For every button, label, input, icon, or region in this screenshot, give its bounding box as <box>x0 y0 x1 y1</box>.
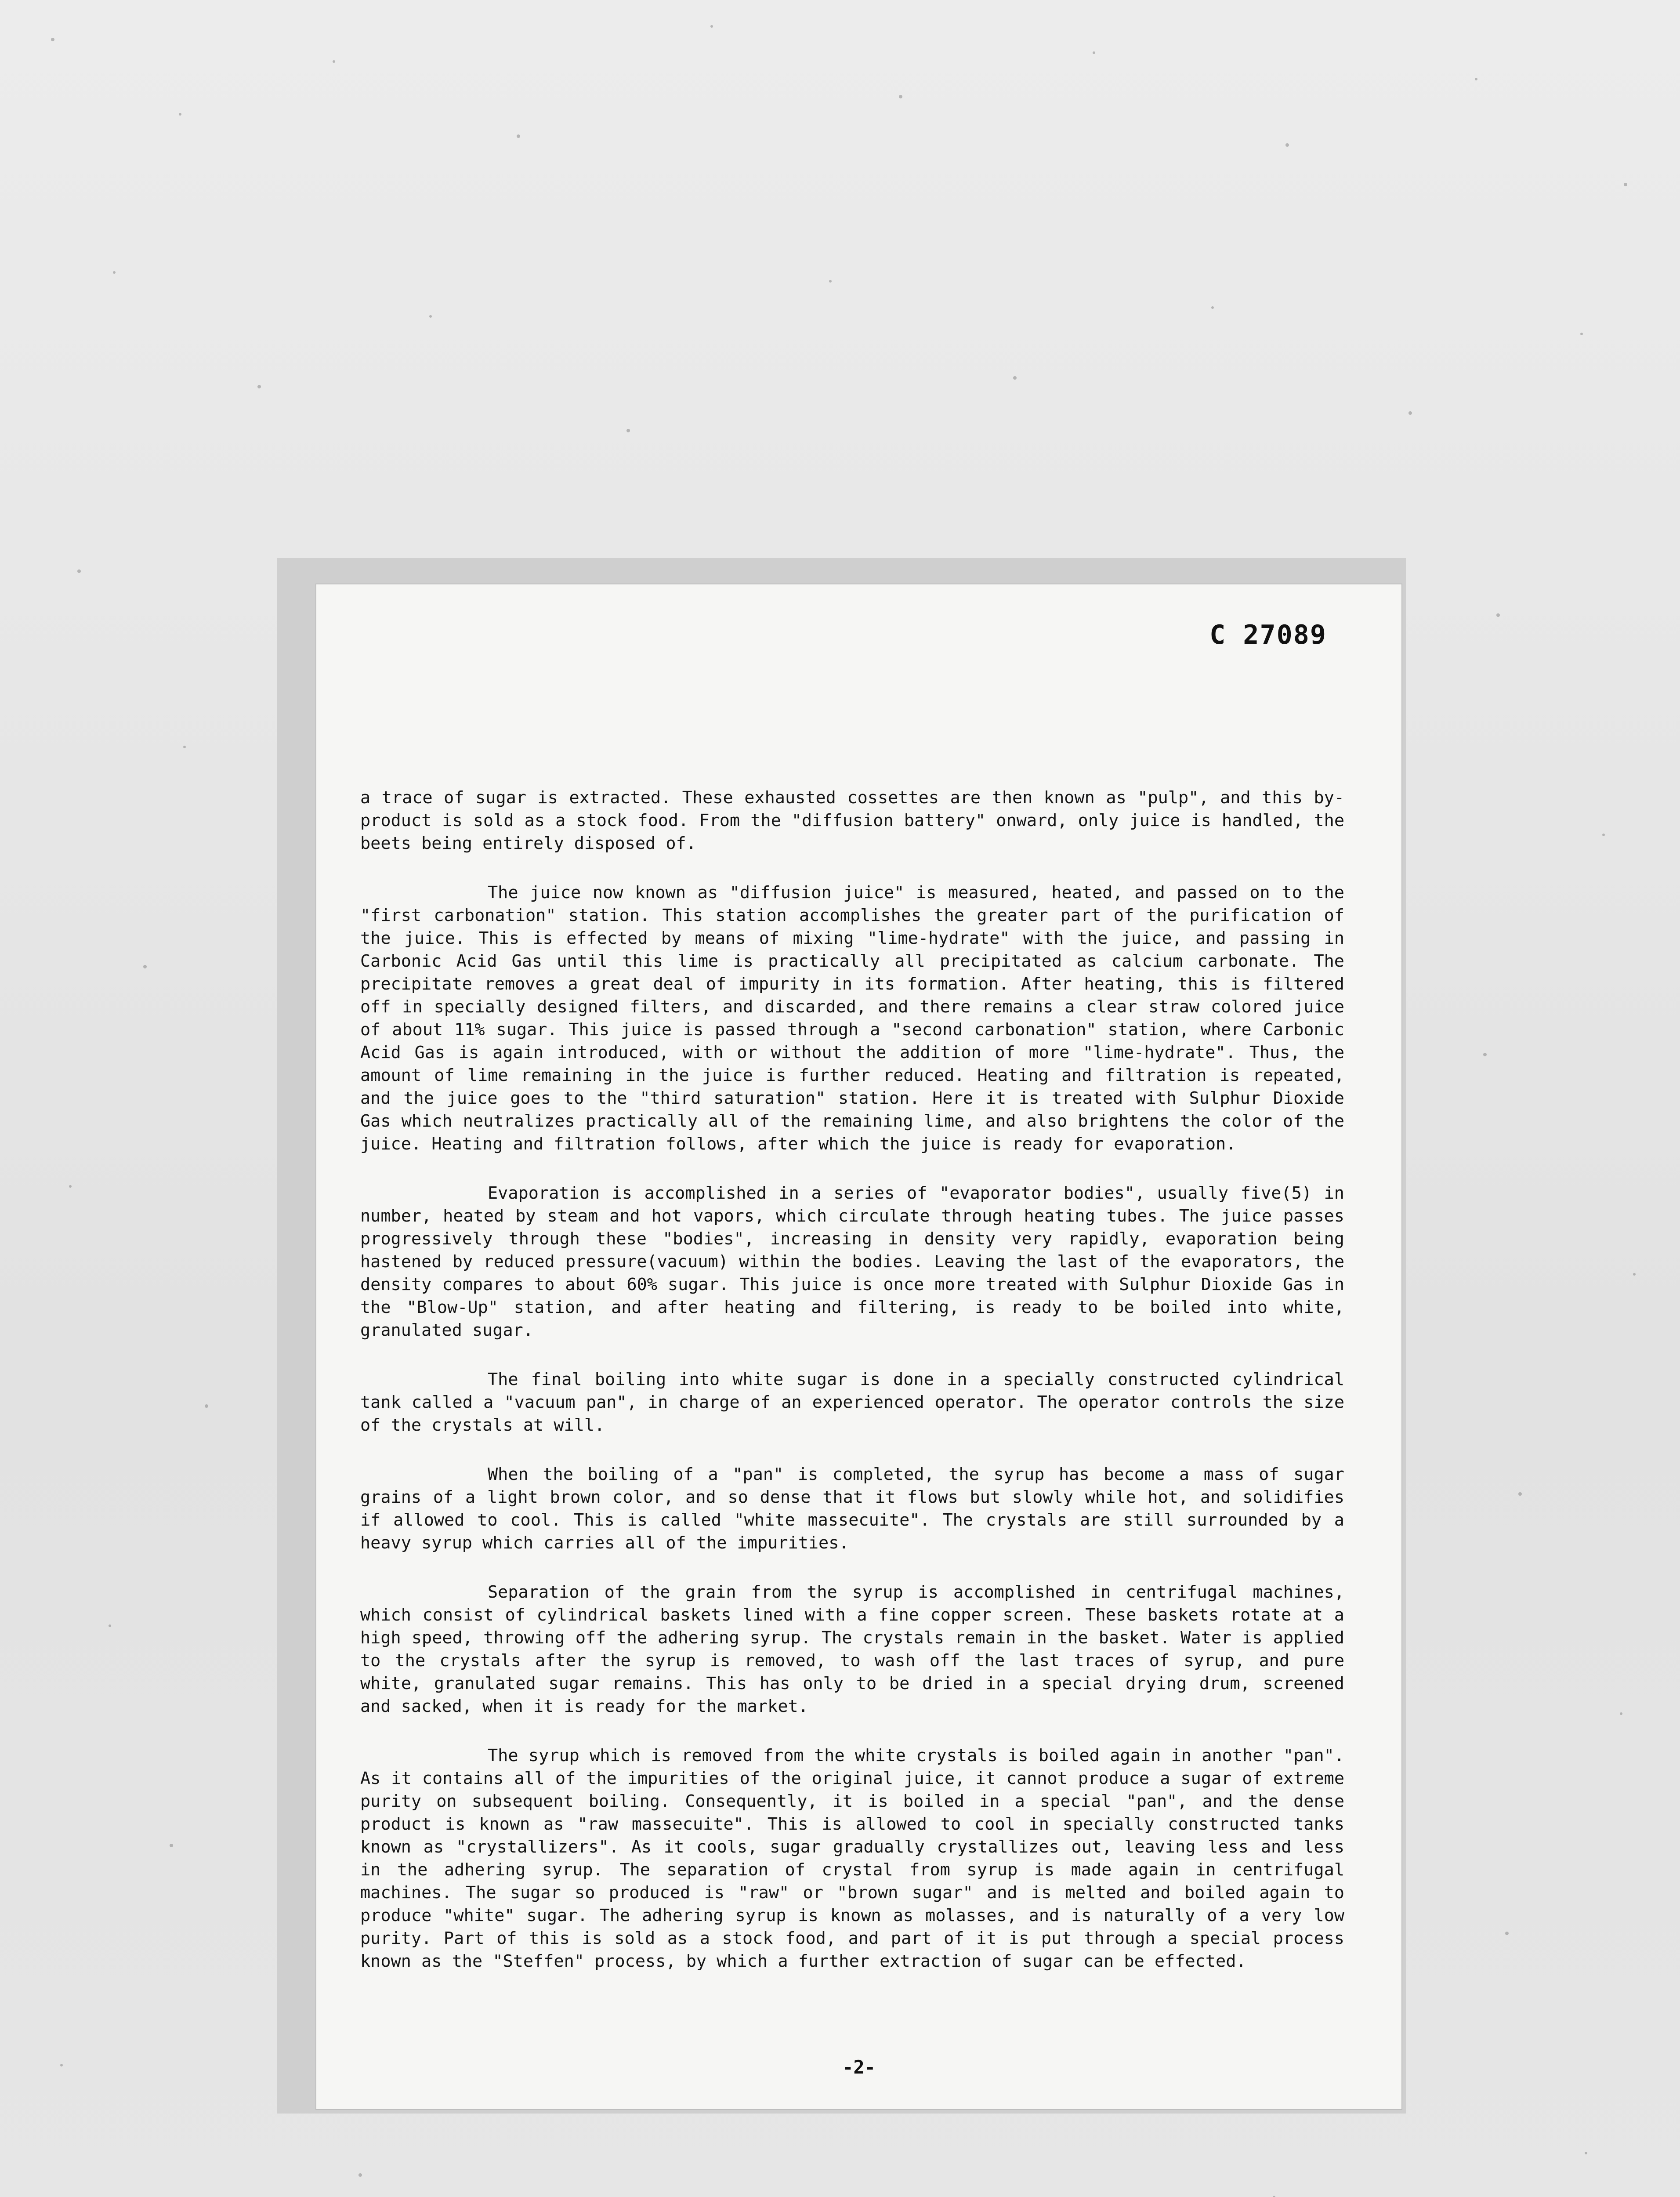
paragraph-molasses: The syrup which is removed from the white crystals is boiled again in another "pan". As it contains all of the impurities of the original juice, it cannot produce a sugar of extreme purity on subsequent boiling. Consequently, it is boiled in a special "pan", and the dense product is known as "raw massecuite". This is allowed to cool in specially constructed tanks known as "crystallizers". As it cools, sugar gradually crystallizes out, leaving less and less in the adhering syrup. The separation of crystal from syrup is made again in centrifugal machines. The sugar so produced is "raw" or "brown sugar" and is melted and boiled again to produce "white" sugar. The adhering syrup is known as molasses, and is naturally of a very low purity. Part of this is sold as a stock food, and part of it is put through a special process known as the "Steffen" process, by which a further extraction of sugar can be effected. <box>360 1746 1344 1971</box>
paragraph-carbonation: The juice now known as "diffusion juice" is measured, heated, and passed on to the "first carbonation" station. This station accomplishes the greater part of the purification of the juice. This is effected by means of mixing "lime-hydrate" with the juice, and passing in Carbonic Acid Gas until this lime is practically all precipitated as calcium carbonate. The precipitate removes a great deal of impurity in its formation. After heating, this is filtered off in specially designed filters, and discarded, and there remains a clear straw colored juice of about 11% sugar. This juice is passed through a "second carbonation" station, where Carbonic Acid Gas is again introduced, with or without the addition of more "lime-hydrate". Thus, the amount of lime remaining in the juice is further reduced. Heating and filtration is repeated, and the juice goes to the "third saturation" station. Here it is treated with Sulphur Dioxide Gas which neutralizes practically all of the remaining lime, and also brightens the color of the juice. Heating and filtration follows, after which the juice is ready for evaporation. <box>360 883 1344 1154</box>
paragraph-centrifugal: Separation of the grain from the syrup is accomplished in centrifugal machines, which consist of cylindrical baskets lined with a fine copper screen. These baskets rotate at a high speed, throwing off the adhering syrup. The crystals remain in the basket. Water is applied to the crystals after the syrup is removed, to wash off the last traces of syrup, and pure white, granulated sugar remains. This has only to be dried in a special drying drum, screened and sacked, when it is ready for the market. <box>360 1582 1344 1716</box>
paragraph-evaporation: Evaporation is accomplished in a series of "evaporator bodies", usually five(5) in number, heated by steam and hot vapors, which circulate through heating tubes. The juice passes progressively through these "bodies", increasing in density very rapidly, evaporation being hastened by reduced pressure(vacuum) within the bodies. Leaving the last of the evaporators, the density compares to about 60% sugar. This juice is once more treated with Sulphur Dioxide Gas in the "Blow-Up" station, and after heating and filtering, is ready to be boiled into white, granulated sugar. <box>360 1183 1344 1340</box>
document-body <box>360 787 1344 1999</box>
typed-document-page <box>316 584 1401 2109</box>
paragraph-vacuum-pan: The final boiling into white sugar is done in a specially constructed cylindrical tank called a "vacuum pan", in charge of an experienced operator. The operator controls the size of the crystals at will. <box>360 1370 1344 1435</box>
paragraph-pulp: a trace of sugar is extracted. These exhausted cossettes are then known as "pulp", and this by-product is sold as a stock food. From the "diffusion battery" onward, only juice is handled, the beets being entirely disposed of. <box>360 788 1344 853</box>
page-number: -2- <box>842 2056 876 2078</box>
paragraph-massecuite: When the boiling of a "pan" is completed, the syrup has become a mass of sugar grains of a light brown color, and so dense that it flows but slowly while hot, and solidifies if allowed to cool. This is called "white massecuite". The crystals are still surrounded by a heavy syrup which carries all of the impurities. <box>360 1465 1344 1553</box>
document-id-stamp: C 27089 <box>1209 620 1327 650</box>
